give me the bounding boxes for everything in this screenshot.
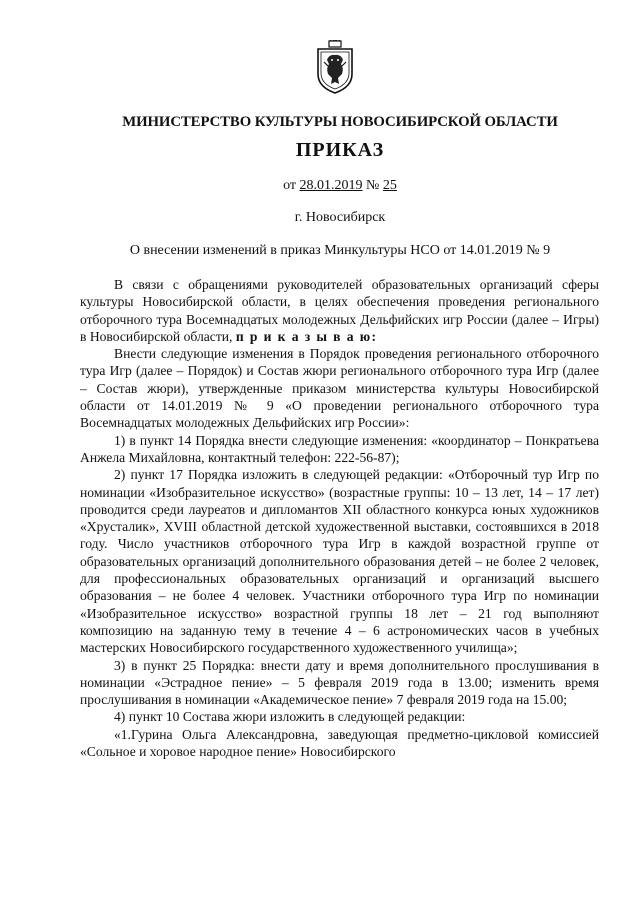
number-sign: № bbox=[366, 178, 380, 193]
paragraph-item-4: 4) пункт 10 Состава жюри изложить в следующей редакции: bbox=[114, 709, 466, 725]
order-subject: О внесении изменений в приказ Минкультуры НСО от 14.01.2019 № 9 bbox=[129, 243, 551, 258]
intro-text: В связи с обращениями руководителей образовательных организаций сферы культуры Новосибирской области, в целях обеспечения проведения регионального отборочного тура Восемнадцатых молодежных Дельфийских игр России (далее – Игры) в Новосибирской области, bbox=[80, 277, 599, 344]
paragraph-amendments: Внести следующие изменения в Порядок проведения регионального отборочного тура Игр (далее – Порядок) и Состав жюри регионального отборочного тура Игр (далее – Состав жюри), утвержденные приказом министерства культуры Новосибирской области от 14.01.2019 № 9 «О проведении регионального отборочного тура Восемнадцатых молодежных Дельфийских игр России»: bbox=[80, 346, 599, 431]
order-date: 28.01.2019 bbox=[299, 178, 363, 193]
paragraph-item-1: 1) в пункт 14 Порядка внести следующие изменения: «координатор – Понкратьева Анжела Михайловна, контактный телефон: 222-56-87); bbox=[80, 432, 599, 465]
paragraph-item-2: 2) пункт 17 Порядка изложить в следующей редакции: «Отборочный тур Игр по номинации «Изобразительное искусство» (возрастные группы: 10 – 13 лет, 14 – 17 лет) проводится среди лауреатов и дипломантов XII областного конкурса юных художников «Хрусталик», XVIII областной детской художественной выставки, состоявшихся в 2018 году. Число участников отборочного тура Игр в каждой возрастной группе от образовательных организаций дополнительного образования детей – не более 2 человек, для профессиональных образовательных организаций и организаций высшего образования – не более 4 человек. Участники отборочного тура Игр по номинации «Изобразительное искусство» возрастной группы 18 лет – 21 год выполняют композицию на заданную тему в течение 4 – 6 астрономических часов в учебных мастерских Новосибирского государственного художественного училища»; bbox=[80, 467, 599, 656]
city-name: г. Новосибирск bbox=[294, 210, 386, 225]
date-prefix: от bbox=[283, 178, 297, 193]
order-date-number bbox=[80, 178, 600, 194]
document-type-title: ПРИКАЗ bbox=[295, 139, 385, 161]
order-number: 25 bbox=[382, 178, 397, 193]
paragraph-item-3: 3) в пункт 25 Порядка: внести дату и время дополнительного прослушивания в номинации «Эстрадное пение» – 5 февраля 2019 года в 13.00; изменить время прослушивания в номинации «Академическое пение» 7 февраля 2019 года на 15.00; bbox=[80, 657, 599, 708]
order-word: п р и к а з ы в а ю: bbox=[235, 328, 378, 344]
ministry-name: МИНИСТЕРСТВО КУЛЬТУРЫ НОВОСИБИРСКОЙ ОБЛАСТИ bbox=[122, 114, 558, 130]
document-body bbox=[80, 276, 599, 760]
paragraph-jury-member-1: «1.Гурина Ольга Александровна, заведующая предметно-цикловой комиссией «Сольное и хоровое народное пение» Новосибирского bbox=[80, 726, 599, 760]
intro-paragraph bbox=[80, 276, 599, 345]
coat-of-arms-emblem bbox=[314, 40, 356, 94]
